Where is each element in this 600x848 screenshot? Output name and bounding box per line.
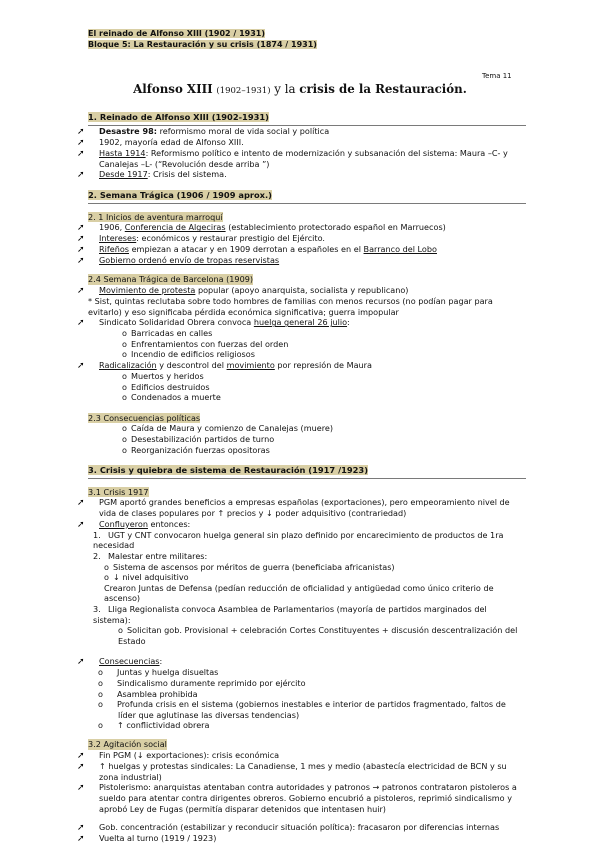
list-item: ➚ Fin PGM (↓ exportaciones): crisis económica bbox=[77, 749, 280, 761]
sub-list-item: o Juntas y huelga disueltas bbox=[98, 667, 219, 678]
arrow-bullet-icon: ➚ bbox=[77, 318, 85, 329]
sub-list-item: o ↓ nivel adquisitivo bbox=[104, 572, 189, 583]
list-item: ➚ Sindicato Solidaridad Obrera convoca huelga general 26 julio: bbox=[77, 317, 350, 329]
numbered-item-continuation: Crearon Juntas de Defensa (pedían reducción de oficialidad y antigüedad como único criterio de ascenso) bbox=[104, 582, 494, 604]
subsection-heading: 3.1 Crisis 1917 bbox=[88, 486, 149, 497]
arrow-bullet-icon: ➚ bbox=[77, 834, 85, 845]
list-item: ➚ Pistolerismo: anarquistas atentaban contra autoridades y patronos → patronos contrataron pistoleros a sueldo para atentar contra dirigentes obreros. Gobierno encubrió a pistoleros, reprimió sindicalismo y aprobó Ley de Fugas (permitía disparar detenidos que intentasen huir) bbox=[77, 782, 517, 814]
numbered-item: 2. Malestar entre militares: bbox=[93, 551, 208, 562]
subsection-heading: 2.3 Consecuencias políticas bbox=[88, 412, 201, 423]
tema-number: Tema 11 bbox=[482, 72, 512, 80]
sub-list-item: o Incendio de edificios religiosos bbox=[122, 349, 255, 360]
list-item: ➚ PGM aportó grandes beneficios a empresas españolas (exportaciones), pero empeoramiento nivel de vida de clases populares por ↑ precios y ↓ poder adquisitivo (contrariedad) bbox=[77, 497, 510, 519]
sub-list-item: o Muertos y heridos bbox=[122, 370, 204, 381]
sub-list-item: o Sindicalismo duramente reprimido por ejército bbox=[98, 678, 306, 688]
sub-list-item: o Condenados a muerte bbox=[122, 392, 221, 403]
sub-list-item: o Reorganización fuerzas opositoras bbox=[122, 444, 270, 455]
list-item: ➚ Gob. concentración (estabilizar y reconducir situación política): fracasaron por diferencias internas bbox=[77, 822, 500, 834]
section-heading-3: 3. Crisis y quiebra de sistema de Restauración (1917 /1923) bbox=[88, 463, 526, 479]
arrow-bullet-icon: ➚ bbox=[77, 148, 85, 159]
arrow-bullet-icon: ➚ bbox=[77, 657, 85, 668]
numbered-item: 3. Lliga Regionalista convoca Asamblea de Parlamentarios (mayoría de partidos marginados del sistema): bbox=[93, 604, 487, 625]
subsection-heading: 2.4 Semana Trágica de Barcelona (1909) bbox=[88, 274, 254, 285]
sub-list-item: o Caída de Maura y comienzo de Canalejas (muere) bbox=[122, 423, 333, 434]
arrow-bullet-icon: ➚ bbox=[77, 519, 85, 530]
arrow-bullet-icon: ➚ bbox=[77, 256, 85, 267]
arrow-bullet-icon: ➚ bbox=[77, 245, 85, 256]
sub-list-item: o Profunda crisis en el sistema (gobiernos inestables e interior de partidos fragmentado, faltos de líder que aglutinase las diversas tendencias) bbox=[98, 699, 506, 720]
section-heading-1: 1. Reinado de Alfonso XIII (1902-1931) bbox=[88, 110, 526, 126]
subsection-heading: 2. 1 Inicios de aventura marroquí bbox=[88, 211, 223, 222]
list-item: ➚ ↑ huelgas y protestas sindicales: La Canadiense, 1 mes y medio (abastecía electricidad de BCN y su zona industrial) bbox=[77, 760, 507, 782]
subsection-heading: 3.2 Agitación social bbox=[88, 738, 167, 749]
section-heading-2: 2. Semana Trágica (1906 / 1909 aprox.) bbox=[88, 188, 526, 204]
sub-list-item: o Sistema de ascensos por méritos de guerra (beneficiaba africanistas) bbox=[104, 561, 395, 572]
list-item: ➚ Desastre 98: reformismo moral de vida social y política bbox=[77, 125, 330, 137]
list-item: ➚ 1902, mayoría edad de Alfonso XIII. bbox=[77, 136, 244, 148]
arrow-bullet-icon: ➚ bbox=[77, 137, 85, 148]
document-body bbox=[77, 110, 526, 845]
arrow-bullet-icon: ➚ bbox=[77, 126, 85, 137]
numbered-item: 1. UGT y CNT convocaron huelga general sin plazo definido por encarecimiento de productos de 1ra necesidad bbox=[93, 529, 504, 551]
list-item: ➚ 1906, Conferencia de Algeciras (establecimiento protectorado español en Marruecos) bbox=[77, 222, 446, 234]
arrow-bullet-icon: ➚ bbox=[77, 234, 85, 245]
list-item: ➚ Radicalización y descontrol del movimiento por represión de Maura bbox=[77, 359, 372, 371]
list-item: ➚ Desde 1917: Crisis del sistema. bbox=[77, 169, 227, 181]
document-header bbox=[88, 29, 317, 50]
list-item: ➚ Consecuencias: bbox=[77, 656, 163, 668]
header-line-2: Bloque 5: La Restauración y su crisis (1874 / 1931) bbox=[88, 39, 317, 49]
note-text: * Sist, quintas reclutaba sobre todo hombres de familias con menos recursos (no podían pagar para evitarlo) y eso significaba pérdida económica significativa; guerra impopular bbox=[88, 295, 493, 317]
arrow-bullet-icon: ➚ bbox=[77, 498, 85, 509]
list-item: ➚ Confluyeron entonces: bbox=[77, 518, 191, 530]
arrow-bullet-icon: ➚ bbox=[77, 170, 85, 181]
list-item: ➚ Gobierno ordenó envío de tropas reservistas bbox=[77, 255, 280, 267]
arrow-bullet-icon: ➚ bbox=[77, 823, 85, 834]
sub-list-item: o Barricadas en calles bbox=[122, 328, 213, 339]
list-item: ➚ Hasta 1914: Reformismo político e intento de modernización y subsanación del sistema: Maura –C- y Canalejas –L- (“Revolución desde arriba ”) bbox=[77, 147, 508, 169]
arrow-bullet-icon: ➚ bbox=[77, 285, 85, 296]
list-item: ➚ Intereses: económicos y restaurar prestigio del Ejército. bbox=[77, 233, 325, 245]
sub-list-item: o Asamblea prohibida bbox=[98, 688, 198, 699]
arrow-bullet-icon: ➚ bbox=[77, 783, 85, 794]
sub-list-item: o Edificios destruidos bbox=[122, 381, 210, 392]
sub-list-item: o Desestabilización partidos de turno bbox=[122, 433, 275, 444]
arrow-bullet-icon: ➚ bbox=[77, 750, 85, 761]
sub-list-item: o ↑ conflictividad obrera bbox=[98, 720, 210, 731]
arrow-bullet-icon: ➚ bbox=[77, 360, 85, 371]
sub-list-item: o Enfrentamientos con fuerzas del orden bbox=[122, 338, 289, 349]
list-item: ➚ Rifeños empiezan a atacar y en 1909 derrotan a españoles en el Barranco del Lobo bbox=[77, 244, 437, 256]
list-item: ➚ Vuelta al turno (1919 / 1923) bbox=[77, 833, 217, 845]
header-line-1: El reinado de Alfonso XIII (1902 / 1931) bbox=[88, 29, 266, 38]
arrow-bullet-icon: ➚ bbox=[77, 223, 85, 234]
list-item: ➚ Movimiento de protesta popular (apoyo anarquista, socialista y republicano) bbox=[77, 284, 409, 296]
sub-list-item: o Solicitan gob. Provisional + celebración Cortes Constituyentes + discusión descentralización del Estado bbox=[118, 625, 518, 646]
page-title: Alfonso XIII (1902–1931) y la crisis de la Restauración. bbox=[133, 82, 467, 96]
arrow-bullet-icon: ➚ bbox=[77, 761, 85, 772]
